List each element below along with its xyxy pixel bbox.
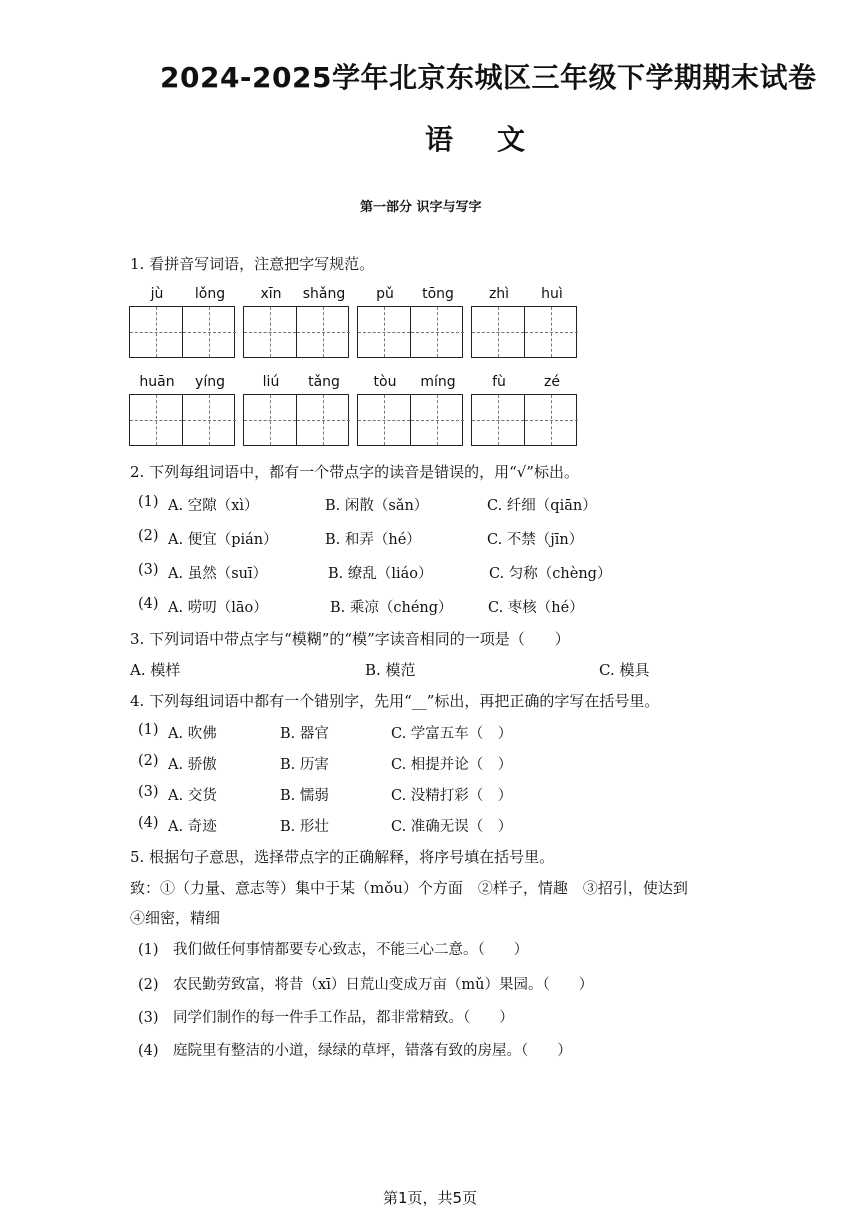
q5-prompt: 5. 根据句子意思，选择带点字的正确解释，将序号填在括号里。 [130, 848, 555, 866]
pinyin-label: tǎng [308, 374, 340, 390]
pinyin-label: zé [544, 374, 560, 390]
q4-option-a: A. 奇迹 [168, 819, 217, 835]
q2-option-a: A. 便宜（pián） [168, 532, 278, 548]
q2-item-number: (4) [138, 596, 159, 612]
q4-option-c[interactable]: C. 准确无误（ ） [391, 819, 513, 835]
q3-option-a: A. 模样 [130, 661, 181, 679]
pinyin-label: liú [262, 374, 280, 390]
pinyin-label: pǔ [376, 286, 394, 302]
q5-item[interactable]: (2) 农民勤劳致富，将昔（xī）日荒山变成万亩（mǔ）果园。（ ） [138, 977, 594, 993]
q2-prompt: 2. 下列每组词语中，都有一个带点字的读音是错误的，用“√”标出。 [130, 463, 579, 481]
q4-option-b: B. 懦弱 [280, 788, 329, 804]
pinyin-label: huān [139, 374, 175, 390]
pinyin-label: tòu [373, 374, 397, 390]
q2-option-c: C. 匀称（chèng） [489, 566, 612, 582]
q2-option-b: B. 闲散（sǎn） [325, 498, 429, 514]
writing-grid[interactable] [129, 306, 235, 358]
q5-item[interactable]: (4) 庭院里有整洁的小道，绿绿的草坪，错落有致的房屋。（ ） [138, 1043, 572, 1059]
q3-option-b: B. 模范 [365, 661, 416, 679]
writing-grid[interactable] [471, 306, 577, 358]
q4-option-b: B. 形壮 [280, 819, 329, 835]
q2-option-b: B. 乘凉（chéng） [330, 600, 453, 616]
q2-option-b: B. 和弄（hé） [325, 532, 421, 548]
pinyin-label: fù [492, 374, 506, 390]
part-heading: 第一部分 识字与写字 [360, 200, 482, 215]
writing-grid[interactable] [129, 394, 235, 446]
pinyin-label: shǎng [302, 286, 346, 302]
q4-option-c[interactable]: C. 没精打彩（ ） [391, 788, 513, 804]
exam-title: 2024-2025学年北京东城区三年级下学期期末试卷 [160, 61, 817, 94]
q4-item-number: (4) [138, 815, 159, 831]
pinyin-label: zhì [488, 286, 510, 302]
page-footer: 第1页，共5页 [383, 1189, 478, 1207]
pinyin-label: lǒng [194, 286, 226, 302]
q1-prompt: 1. 看拼音写词语，注意把字写规范。 [130, 255, 375, 273]
pinyin-label: xīn [260, 286, 282, 302]
pinyin-label: huì [541, 286, 563, 302]
pinyin-label: yíng [195, 374, 225, 390]
q3-option-c: C. 模具 [599, 661, 650, 679]
subject-title: 语文 [425, 123, 570, 156]
pinyin-label: jù [150, 286, 164, 302]
q2-option-a: A. 虽然（suī） [168, 566, 268, 582]
q2-item-number: (2) [138, 528, 159, 544]
writing-grid[interactable] [471, 394, 577, 446]
pinyin-label: tōng [422, 286, 454, 302]
q4-item-number: (2) [138, 753, 159, 769]
q4-option-b: B. 器官 [280, 726, 329, 742]
q2-option-c: C. 枣核（hé） [488, 600, 584, 616]
q4-option-b: B. 历害 [280, 757, 329, 773]
q4-option-a: A. 吹佛 [168, 726, 217, 742]
q4-item-number: (3) [138, 784, 159, 800]
writing-grid[interactable] [243, 394, 349, 446]
writing-grid[interactable] [243, 306, 349, 358]
q4-option-a: A. 交货 [168, 788, 217, 804]
q5-item[interactable]: (3) 同学们制作的每一件手工作品，都非常精致。（ ） [138, 1010, 514, 1026]
q4-item-number: (1) [138, 722, 159, 738]
q2-option-c: C. 纤细（qiān） [487, 498, 597, 514]
q5-definitions-cont: ④细密，精细 [130, 909, 221, 927]
q5-definitions: 致：①（力量、意志等）集中于某（mǒu）个方面 ②样子，情趣 ③招引，使达到 [130, 879, 688, 897]
q5-item[interactable]: (1) 我们做任何事情都要专心致志，不能三心二意。（ ） [138, 942, 529, 958]
q2-option-a: A. 唠叨（lāo） [168, 600, 268, 616]
q2-item-number: (3) [138, 562, 159, 578]
q4-prompt: 4. 下列每组词语中都有一个错别字，先用“__”标出，再把正确的字写在括号里。 [130, 692, 660, 710]
q4-option-c[interactable]: C. 相提并论（ ） [391, 757, 513, 773]
pinyin-label: míng [420, 374, 456, 390]
writing-grid[interactable] [357, 394, 463, 446]
q2-option-a: A. 空隙（xì） [168, 498, 259, 514]
q3-prompt: 3. 下列词语中带点字与“模糊”的“模”字读音相同的一项是（ ） [130, 630, 570, 648]
writing-grid[interactable] [357, 306, 463, 358]
q4-option-c[interactable]: C. 学富五车（ ） [391, 726, 513, 742]
q2-option-c: C. 不禁（jīn） [487, 532, 584, 548]
q2-item-number: (1) [138, 494, 159, 510]
q2-option-b: B. 缭乱（liáo） [328, 566, 433, 582]
q4-option-a: A. 骄傲 [168, 757, 217, 773]
